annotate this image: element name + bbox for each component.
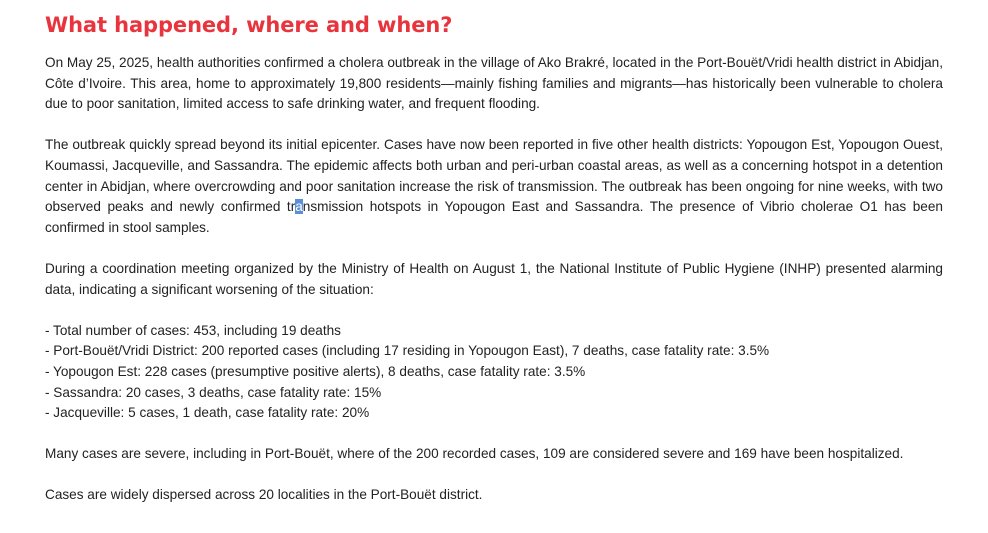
stat-item-yopougon-est: - Yopougon Est: 228 cases (presumptive positive alerts), 8 deaths, case fatality rate: 3.5% (45, 363, 586, 379)
article-body (45, 0, 943, 506)
paragraph-text-before-selection: The outbreak quickly spread beyond its initial epicenter. Cases have now been reported in five other health districts: Yopougon Est, Yopougon Ouest, Koumassi, Jacqueville, and Sassandra. The epidemic affects both urban and peri-urban coastal areas, as well as a concerning hotspot in a detention center in Abidjan, where overcrowding and poor sanitation increase the risk of transmission. The outbreak has been ongoing for nine weeks, with two observed peaks and newly confirmed tr (45, 137, 943, 215)
stat-item-sassandra: - Sassandra: 20 cases, 3 deaths, case fatality rate: 15% (45, 384, 382, 400)
stat-item-total: - Total number of cases: 453, including 19 deaths (45, 322, 341, 338)
stat-item-jacqueville: - Jacqueville: 5 cases, 1 death, case fatality rate: 20% (45, 405, 370, 421)
stat-item-port-bouet: - Port-Bouët/Vridi District: 200 reported cases (including 17 residing in Yopougon East), 7 deaths, case fatality rate: 3.5% (45, 343, 770, 359)
case-statistics-list (45, 321, 943, 424)
paragraph-text-after-selection: nsmission hotspots in Yopougon East and Sassandra. The presence of Vibrio cholerae O1 has been confirmed in stool samples. (45, 199, 943, 235)
paragraph-coordination-meeting: During a coordination meeting organized by the Ministry of Health on August 1, the National Institute of Public Hygiene (INHP) presented alarming data, indicating a significant worsening of the situation: (45, 260, 943, 297)
paragraph-severe-cases: Many cases are severe, including in Port-Bouët, where of the 200 recorded cases, 109 are considered severe and 169 have been hospitalized. (45, 446, 904, 462)
paragraph-outbreak-spread (45, 135, 943, 238)
text-selection-highlight[interactable]: a (295, 199, 303, 215)
section-heading: What happened, where and when? (45, 13, 453, 37)
paragraph-dispersion: Cases are widely dispersed across 20 localities in the Port-Bouët district. (45, 487, 483, 503)
paragraph-outbreak-origin: On May 25, 2025, health authorities confirmed a cholera outbreak in the village of Ako Brakré, located in the Port-Bouët/Vridi health district in Abidjan, Côte d’Ivoire. This area, home to approximately 19,800 residents—mainly fishing families and migrants—has historically been vulnerable to cholera due to poor sanitation, limited access to safe drinking water, and frequent flooding. (45, 55, 943, 112)
